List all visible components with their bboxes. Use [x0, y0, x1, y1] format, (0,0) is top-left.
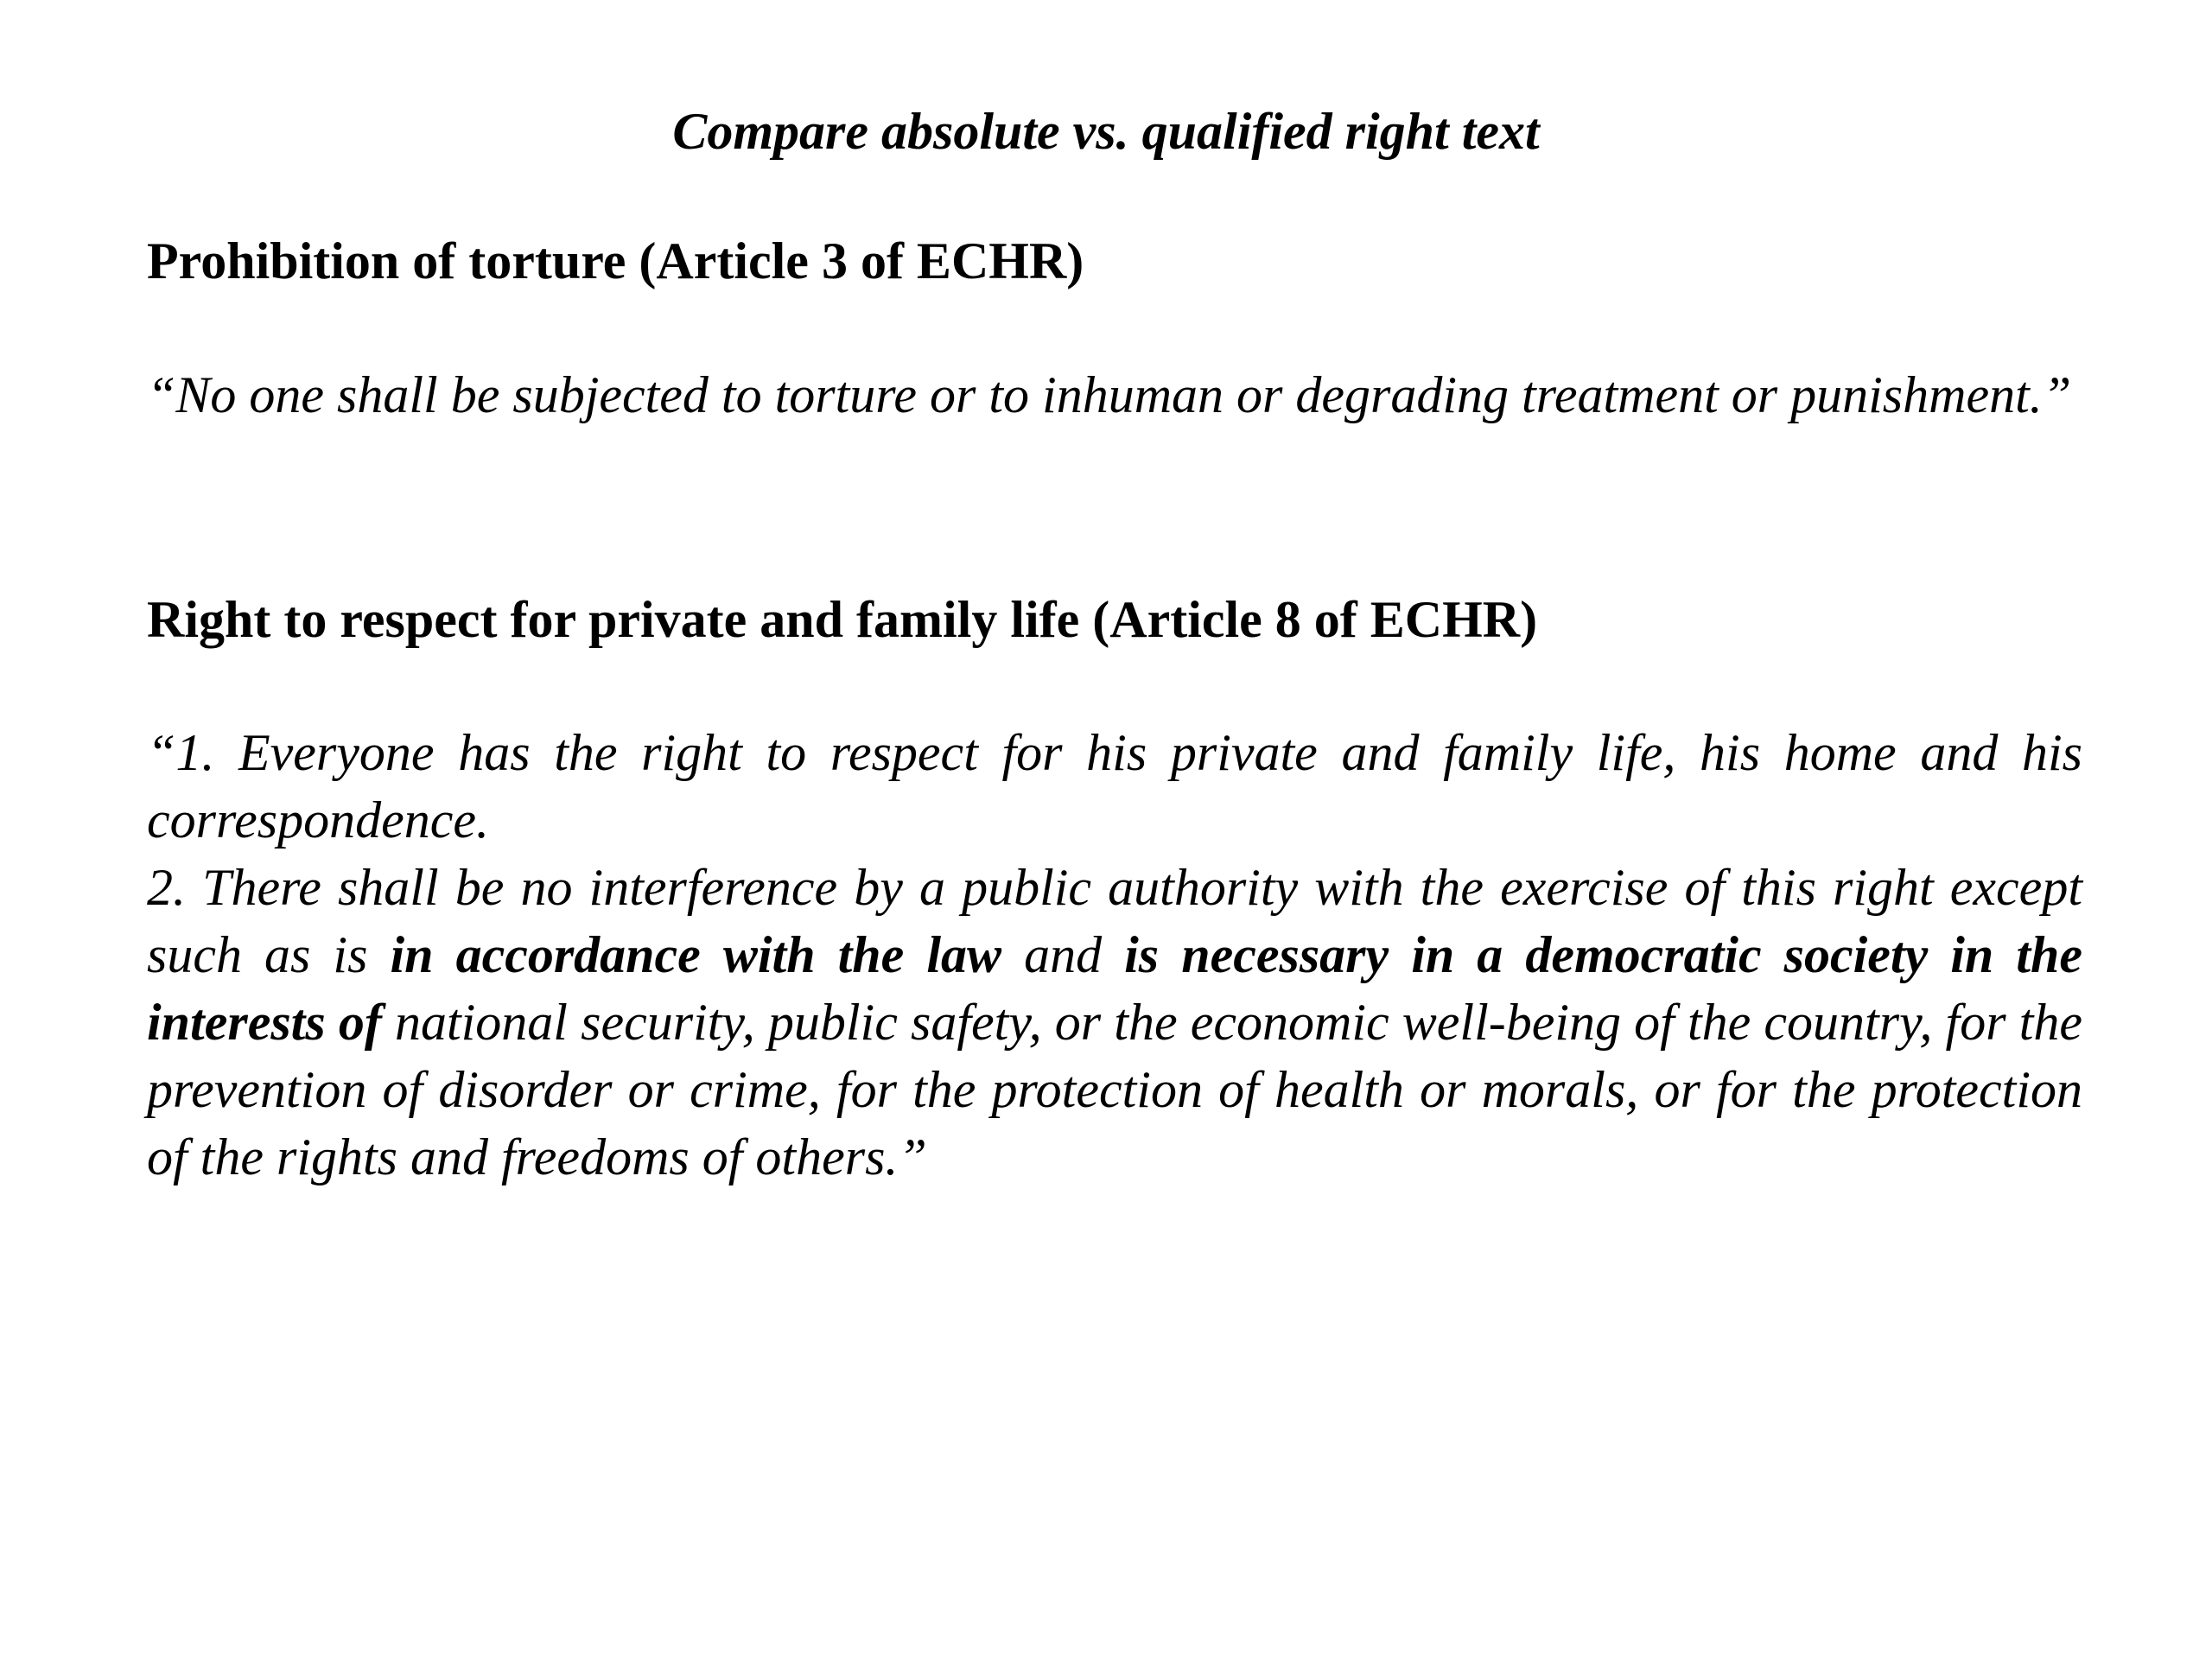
article-8-quote	[147, 719, 2082, 1191]
article-8-p2-emphasis-necessary: is necessary in a democratic society in the interests of	[147, 926, 2082, 1051]
article-8-heading: Right to respect for private and family life (Article 8 of ECHR)	[147, 591, 1538, 648]
article-3-quote	[147, 361, 2082, 429]
article-8-p2-emphasis-law: in accordance with the law	[390, 926, 1002, 983]
article-8-p2-text-2: and	[1001, 926, 1125, 983]
article-8-paragraph-2	[147, 854, 2082, 1191]
article-8-p2-text-3: national security, public safety, or the economic well-being of the country, for the prevention of disorder or crime, for the protection of health or morals, or for the protection of the rights and freedoms of others.”	[147, 994, 2083, 1185]
slide-title: Compare absolute vs. qualified right text	[672, 103, 1540, 160]
article-8-paragraph-1: “1. Everyone has the right to respect for his private and family life, his home and his correspondence.	[147, 724, 2082, 849]
article-8-p2-text-1: 2. There shall be no interference by a public authority with the exercise of this right except such as is	[147, 859, 2082, 983]
article-3-quote-text: “No one shall be subjected to torture or to inhuman or degrading treatment or punishment.”	[147, 366, 2072, 423]
article-3-heading: Prohibition of torture (Article 3 of ECHR)	[147, 232, 1084, 289]
